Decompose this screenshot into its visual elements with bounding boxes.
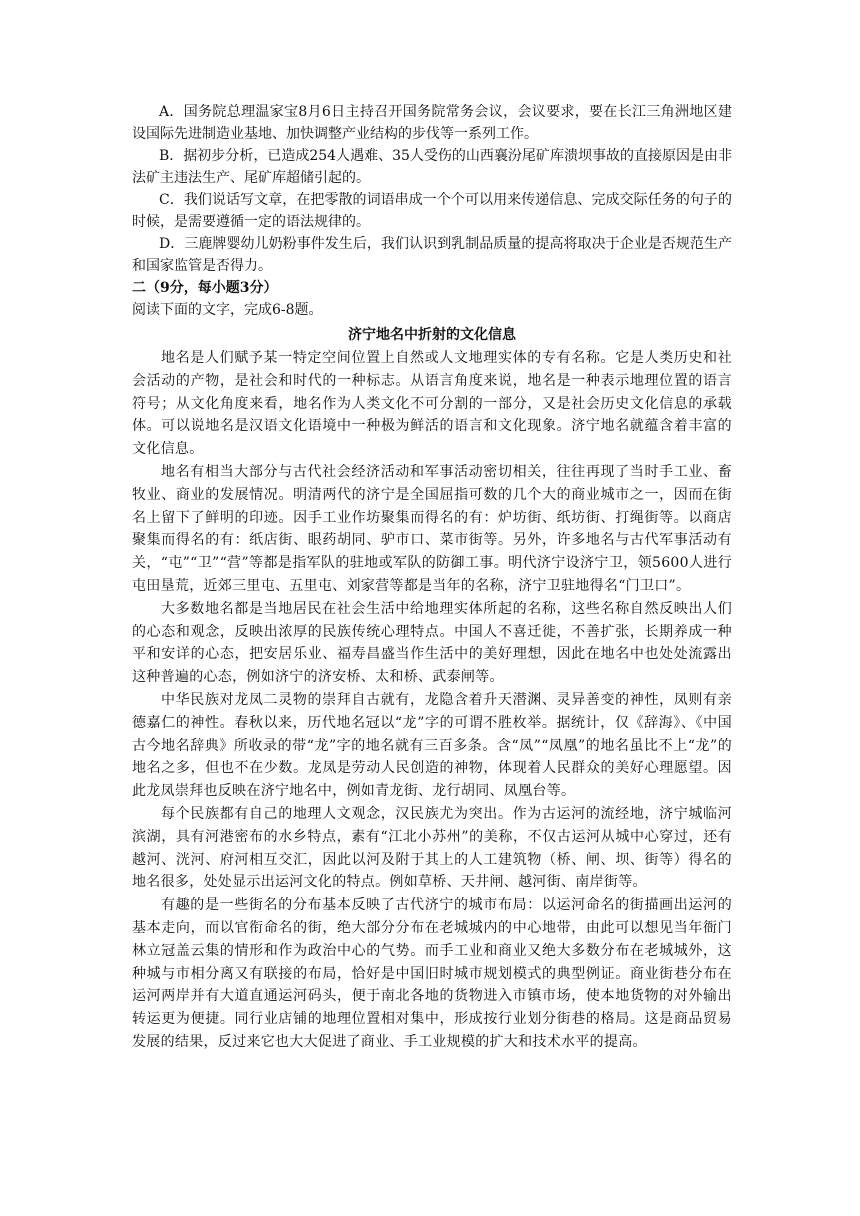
article-paragraph-4: 中华民族对龙凤二灵物的崇拜自古就有，龙隐含着升天潜渊、灵异善变的神性，凤则有亲德嘉仁的神性。春秋以来，历代地名冠以“龙”字的可谓不胜枚举。据统计，仅《辞海》、《中国古今地名辞典》所收录的带“龙”字的地名就有三百多条。含“凤”“凤凰”的地名虽比不上“龙”的地名之多，但也不在少数。龙凤是劳动人民创造的神物，体现着人民群众的美好心理愿望。因此龙凤崇拜也反映在济宁地名中，例如青龙街、龙行胡同、凤凰台等。 bbox=[132, 691, 732, 800]
article-title: 济宁地名中折射的文化信息 bbox=[348, 327, 516, 343]
option-d: D．三鹿牌婴幼儿奶粉事件发生后，我们认识到乳制品质量的提高将取决于企业是否规范生产和国家监管是否得力。 bbox=[132, 236, 732, 274]
article-paragraph-6: 有趣的是一些街名的分布基本反映了古代济宁的城市布局：以运河命名的街描画出运河的基本走向，而以官衔命名的街，绝大部分分布在老城城内的中心地带，由此可以想见当年衙门林立冠盖云集的情形和作为政治中心的气势。而手工业和商业又绝大多数分布在老城城外，这种城与市相分离又有联接的布局，恰好是中国旧时城市规划模式的典型例证。商业街巷分布在运河两岸并有大道直通运河码头，便于南北各地的货物进入市镇市场，使本地货物的对外输出转运更为便捷。同行业店铺的地理位置相对集中，形成按行业划分街巷的格局。这是商品贸易发展的结果，反过来它也大大促进了商业、手工业规模的扩大和技术水平的提高。 bbox=[132, 897, 732, 1050]
option-b: B．据初步分析，已造成254人遇难、35人受伤的山西襄汾尾矿库溃坝事故的直接原因是由非法矿主违法生产、尾矿库超储引起的。 bbox=[132, 148, 732, 186]
option-c: C．我们说话写文章，在把零散的词语串成一个个可以用来传递信息、完成交际任务的句子的时候，是需要遵循一定的语法规律的。 bbox=[132, 192, 732, 230]
article-paragraph-2: 地名有相当大部分与古代社会经济活动和军事活动密切相关，往往再现了当时手工业、畜牧业、商业的发展情况。明清两代的济宁是全国屈指可数的几个大的商业城市之一，因而在街名上留下了鲜明的印迹。因手工业作坊聚集而得名的有：炉坊街、纸坊街、打绳街等。以商店聚集而得名的有：纸店街、眼药胡同、驴市口、菜市街等。另外，许多地名与古代军事活动有关，“屯”“卫”“营”等都是指军队的驻地或军队的防御工事。明代济宁设济宁卫，领5600人进行屯田垦荒，近郊三里屯、五里屯、刘家营等都是当年的名称，济宁卫驻地得名“门卫口”。 bbox=[132, 463, 732, 594]
section-heading: 二（9分，每小题3分） bbox=[132, 280, 278, 296]
article-paragraph-1: 地名是人们赋予某一特定空间位置上自然或人文地理实体的专有名称。它是人类历史和社会活动的产物，是社会和时代的一种标志。从语言角度来说，地名是一种表示地理位置的语言符号；从文化角度来看，地名作为人类文化不可分割的一部分，又是社会历史文化信息的承载体。可以说地名是汉语文化语境中一种极为鲜活的语言和文化现象。济宁地名就蕴含着丰富的文化信息。 bbox=[132, 350, 732, 458]
article-paragraph-3: 大多数地名都是当地居民在社会生活中给地理实体所起的名称，这些名称自然反映出人们的心态和观念，反映出浓厚的民族传统心理特点。中国人不喜迁徙，不善扩张，长期养成一种平和安详的心态，把安居乐业、福寿昌盛当作生活中的美好理想，因此在地名中也处处流露出这种普遍的心态，例如济宁的济安桥、太和桥、武泰闸等。 bbox=[132, 600, 732, 686]
article-paragraph-5: 每个民族都有自己的地理人文观念，汉民族尤为突出。作为古运河的流经地，济宁城临河滨湖，具有河港密布的水乡特点，素有“江北小苏州”的美称，不仅古运河从城中心穿过，还有越河、洸河、府河相互交汇，因此以河及附于其上的人工建筑物（桥、闸、坝、街等）得名的地名很多，处处显示出运河文化的特点。例如草桥、天井闸、越河街、南岸街等。 bbox=[132, 805, 732, 891]
option-a: A．国务院总理温家宝8月6日主持召开国务院常务会议，会议要求，要在长江三角洲地区建设国际先进制造业基地、加快调整产业结构的步伐等一系列工作。 bbox=[132, 104, 732, 142]
exam-page bbox=[132, 101, 732, 1054]
section-instruction: 阅读下面的文字，完成6-8题。 bbox=[132, 302, 323, 318]
